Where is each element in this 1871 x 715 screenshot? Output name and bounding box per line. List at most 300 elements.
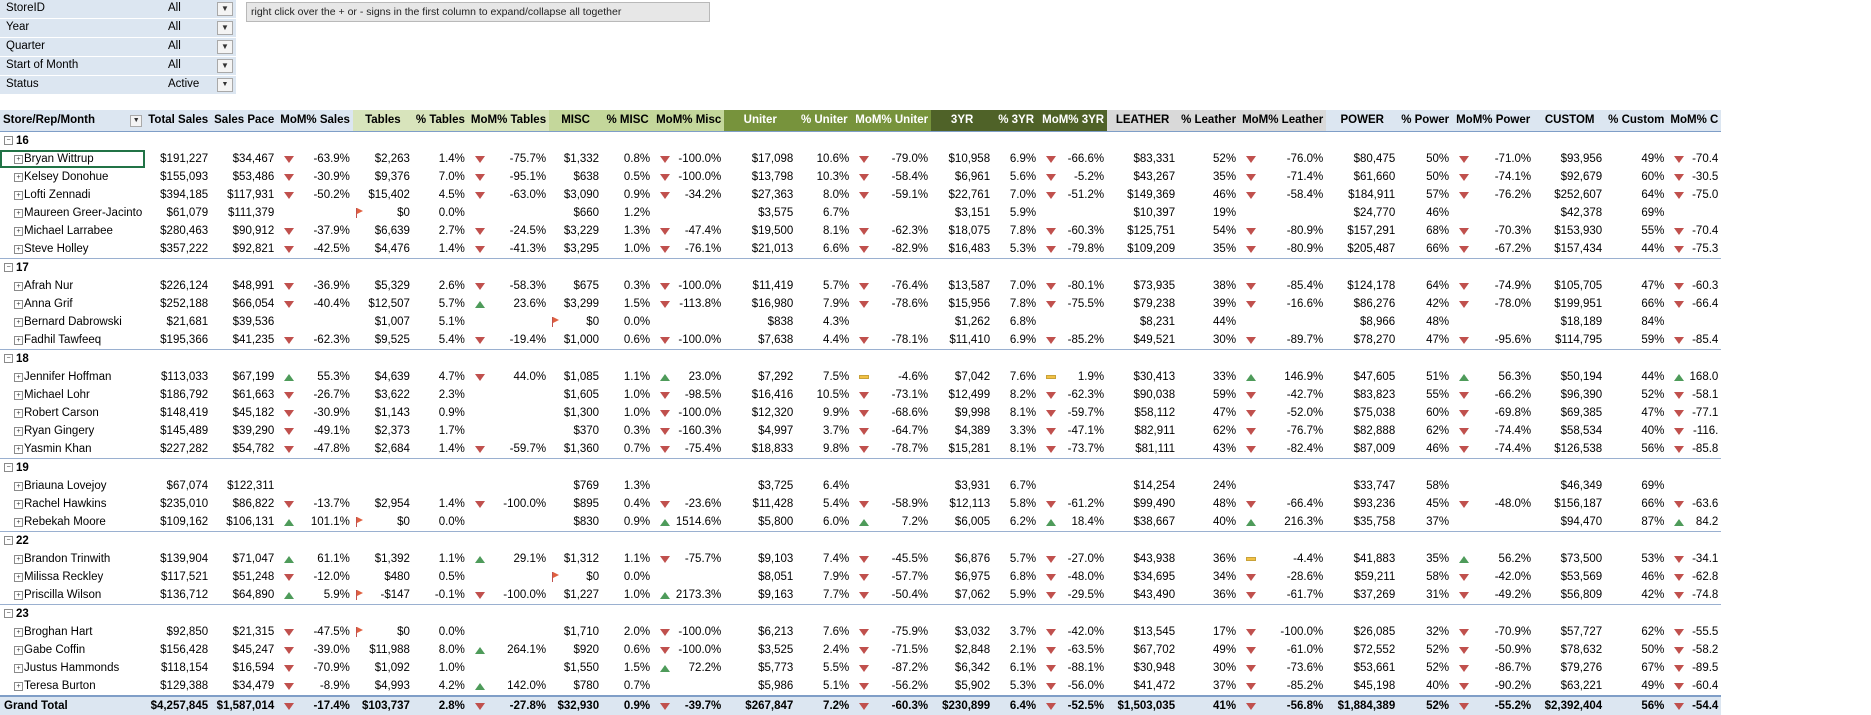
data-cell [468, 568, 549, 586]
data-cell [549, 277, 602, 295]
rep-row[interactable] [0, 404, 1721, 422]
store-group-row[interactable] [0, 132, 1721, 151]
flag-icon [356, 590, 364, 600]
cell-value: $35,758 [1354, 516, 1396, 528]
dropdown-arrow-icon[interactable]: ▼ [217, 21, 233, 35]
filter-storeid[interactable] [0, 0, 236, 19]
data-cell [145, 513, 211, 532]
rep-row[interactable] [0, 222, 1721, 240]
rep-row[interactable] [0, 641, 1721, 659]
down-arrow-icon [1046, 410, 1056, 417]
cell-value: 47% [1641, 407, 1664, 419]
data-cell [602, 641, 653, 659]
data-cell [1667, 204, 1721, 222]
data-cell [993, 368, 1039, 386]
collapse-icon[interactable]: − [4, 354, 13, 363]
cell-value: 36% [1213, 589, 1236, 601]
down-arrow-icon [1246, 592, 1256, 599]
store-id: 22 [16, 535, 29, 547]
cell-value: 47% [1426, 334, 1449, 346]
data-cell [1452, 586, 1534, 605]
rep-label[interactable] [0, 568, 145, 586]
data-cell [211, 404, 277, 422]
rep-label[interactable] [0, 168, 145, 186]
cell-value: 64% [1426, 280, 1449, 292]
rep-row[interactable] [0, 150, 1721, 168]
mom-value: -71.0% [1495, 151, 1531, 168]
cell-value: $3,622 [375, 389, 410, 401]
down-arrow-icon [1046, 629, 1056, 636]
cell-value: 4.5% [439, 189, 465, 201]
rep-label[interactable] [0, 368, 145, 386]
rep-row[interactable] [0, 331, 1721, 350]
data-cell [145, 568, 211, 586]
down-arrow-icon [1459, 246, 1469, 253]
expand-icon[interactable]: + [14, 373, 23, 382]
mom-value: 56.2% [1499, 551, 1532, 568]
cell-value: $129,388 [160, 680, 208, 692]
data-cell [1605, 513, 1667, 532]
data-cell [1326, 623, 1398, 641]
cell-value: $1,085 [564, 371, 599, 383]
rep-label[interactable] [0, 513, 145, 532]
filter-value[interactable]: Active [168, 78, 199, 90]
data-cell [211, 150, 277, 168]
store-group-row[interactable] [0, 459, 1721, 478]
rep-label[interactable] [0, 495, 145, 513]
mom-value: -58.3% [510, 278, 546, 295]
cell-value: $57,727 [1561, 626, 1603, 638]
data-cell [602, 331, 653, 350]
column-header-row-labels[interactable] [0, 110, 145, 132]
mom-value: -49.1% [313, 423, 349, 440]
dropdown-arrow-icon[interactable]: ▼ [217, 40, 233, 54]
down-arrow-icon [284, 428, 294, 435]
rep-label[interactable] [0, 295, 145, 313]
filter-year[interactable] [0, 19, 236, 38]
data-cell [1239, 222, 1326, 240]
total-cell [1398, 696, 1452, 715]
cell-value: 40% [1426, 680, 1449, 692]
cell-value: $156,187 [1554, 498, 1602, 510]
store-group-row[interactable] [0, 350, 1721, 369]
data-cell [852, 168, 931, 186]
cell-value: 34% [1213, 571, 1236, 583]
rep-row[interactable] [0, 277, 1721, 295]
data-cell [145, 677, 211, 696]
expand-icon[interactable]: + [14, 227, 23, 236]
cell-value: $92,679 [1561, 171, 1603, 183]
data-cell [602, 168, 653, 186]
mom-value: 5.9% [324, 587, 350, 604]
expand-icon[interactable]: + [14, 245, 23, 254]
filter-value[interactable]: All [168, 59, 181, 71]
cell-value: $7,638 [758, 334, 793, 346]
rep-label[interactable] [0, 586, 145, 605]
cell-value: 0.0% [439, 207, 465, 219]
data-cell [1534, 168, 1605, 186]
cell-value: $79,238 [1134, 298, 1176, 310]
store-label[interactable] [0, 532, 145, 551]
store-label[interactable] [0, 605, 145, 624]
down-arrow-icon [284, 301, 294, 308]
rep-label[interactable] [0, 477, 145, 495]
data-cell [353, 204, 413, 222]
data-cell [653, 623, 724, 641]
filter-value[interactable]: All [168, 40, 181, 52]
data-cell [1452, 495, 1534, 513]
data-cell [1398, 422, 1452, 440]
data-cell [1178, 295, 1239, 313]
cell-value: $139,904 [160, 553, 208, 565]
data-cell [468, 422, 549, 440]
expand-icon[interactable]: + [14, 409, 23, 418]
collapse-icon[interactable]: − [4, 136, 13, 145]
rep-label[interactable] [0, 386, 145, 404]
cell-value: $61,663 [233, 389, 275, 401]
expand-icon[interactable]: + [14, 445, 23, 454]
rep-row[interactable] [0, 422, 1721, 440]
data-cell [413, 477, 468, 495]
rep-row[interactable] [0, 168, 1721, 186]
expand-icon[interactable]: + [14, 209, 23, 218]
mom-value: -58.1 [1692, 387, 1718, 404]
rep-label[interactable] [0, 331, 145, 350]
total-cell [1667, 696, 1721, 715]
total-cell [1107, 696, 1178, 715]
data-cell [145, 495, 211, 513]
mom-value: -63.0% [510, 187, 546, 204]
filter-start-of-month[interactable] [0, 57, 236, 76]
store-label[interactable] [0, 259, 145, 278]
cell-value: $5,800 [758, 516, 793, 528]
data-cell [1605, 586, 1667, 605]
cell-value: 4.7% [439, 371, 465, 383]
data-cell [653, 422, 724, 440]
rep-label[interactable] [0, 240, 145, 259]
store-label[interactable] [0, 132, 145, 151]
flag-icon [552, 572, 560, 582]
rep-name: Justus Hammonds [14, 662, 119, 674]
data-cell [1326, 477, 1398, 495]
data-cell [277, 368, 353, 386]
cell-value: 7.4% [823, 553, 849, 565]
down-arrow-icon [660, 283, 670, 290]
data-cell [993, 313, 1039, 331]
cell-value: 5.7% [1010, 553, 1036, 565]
data-cell [1667, 168, 1721, 186]
expand-icon[interactable]: + [14, 155, 23, 164]
cell-value: $19,500 [752, 225, 794, 237]
store-group-row[interactable] [0, 605, 1721, 624]
data-cell [724, 313, 796, 331]
cell-value: 1.3% [624, 225, 650, 237]
down-arrow-icon [1046, 428, 1056, 435]
cell-value: 5.9% [1010, 589, 1036, 601]
expand-icon[interactable]: + [14, 173, 23, 182]
mom-value: -61.2% [1068, 496, 1104, 513]
data-cell [724, 677, 796, 696]
rep-row[interactable] [0, 677, 1721, 696]
expand-icon[interactable]: + [14, 682, 23, 691]
cell-value: $12,113 [949, 498, 990, 510]
data-cell [724, 623, 796, 641]
data-cell [602, 568, 653, 586]
data-cell [1178, 440, 1239, 459]
data-cell [931, 386, 993, 404]
cell-value: $186,792 [160, 389, 208, 401]
rep-name: Milissa Reckley [14, 571, 103, 583]
rep-row[interactable] [0, 368, 1721, 386]
mom-value: -70.9% [1495, 624, 1531, 641]
rep-row[interactable] [0, 586, 1721, 605]
rep-label[interactable] [0, 186, 145, 204]
rep-label[interactable] [0, 222, 145, 240]
cell-value: $227,282 [160, 443, 208, 455]
data-cell [1326, 313, 1398, 331]
data-cell [1605, 422, 1667, 440]
flag-icon [356, 627, 364, 637]
data-cell [993, 568, 1039, 586]
mom-value: -39.0% [313, 642, 349, 659]
cell-value: $58,112 [1134, 407, 1175, 419]
cell-value: 0.7% [624, 680, 650, 692]
down-arrow-icon [859, 556, 869, 563]
down-arrow-icon [475, 174, 485, 181]
data-cell [277, 477, 353, 495]
store-label[interactable] [0, 459, 145, 478]
rep-label[interactable] [0, 641, 145, 659]
data-cell [468, 150, 549, 168]
filter-value[interactable]: All [168, 21, 181, 33]
rep-label[interactable] [0, 404, 145, 422]
rep-row[interactable] [0, 477, 1721, 495]
data-cell [1452, 422, 1534, 440]
expand-icon[interactable]: + [14, 300, 23, 309]
filter-value[interactable]: All [168, 2, 181, 14]
expand-icon[interactable]: + [14, 500, 23, 509]
rep-row[interactable] [0, 550, 1721, 568]
data-cell [353, 168, 413, 186]
cell-value: 64% [1641, 189, 1664, 201]
expand-icon[interactable]: + [14, 628, 23, 637]
rep-row[interactable] [0, 440, 1721, 459]
mom-value: -60.4 [1692, 678, 1718, 695]
up-arrow-icon [475, 556, 485, 563]
collapse-icon[interactable]: − [4, 463, 13, 472]
data-cell [549, 659, 602, 677]
data-cell [211, 586, 277, 605]
rep-label[interactable] [0, 313, 145, 331]
down-arrow-icon [1674, 428, 1684, 435]
mom-value: -76.7% [1287, 423, 1323, 440]
rep-row[interactable] [0, 295, 1721, 313]
cell-value: $53,661 [1354, 662, 1396, 674]
data-cell [602, 659, 653, 677]
expand-icon[interactable]: + [14, 391, 23, 400]
down-arrow-icon [660, 556, 670, 563]
data-cell [1534, 204, 1605, 222]
expand-icon[interactable]: + [14, 336, 23, 345]
column-header: MoM% C [1667, 110, 1721, 132]
rep-row[interactable] [0, 568, 1721, 586]
expand-icon[interactable]: + [14, 646, 23, 655]
total-cell [1534, 696, 1605, 715]
data-cell [653, 277, 724, 295]
down-arrow-icon [859, 446, 869, 453]
data-cell [602, 440, 653, 459]
expand-icon[interactable]: + [14, 482, 23, 491]
expand-icon[interactable]: + [14, 518, 23, 527]
rep-label[interactable] [0, 277, 145, 295]
data-cell [211, 368, 277, 386]
data-cell [1326, 150, 1398, 168]
data-cell [549, 422, 602, 440]
rep-label[interactable] [0, 550, 145, 568]
store-group-row[interactable] [0, 259, 1721, 278]
dropdown-arrow-icon[interactable]: ▼ [217, 59, 233, 73]
rep-row[interactable] [0, 495, 1721, 513]
mom-value: -29.5% [1068, 587, 1104, 604]
cell-value: $1,227 [564, 589, 599, 601]
cell-value: $53,486 [233, 171, 275, 183]
expand-icon[interactable]: + [14, 282, 23, 291]
rep-row[interactable] [0, 313, 1721, 331]
down-arrow-icon [1674, 246, 1684, 253]
data-cell [602, 495, 653, 513]
rep-row[interactable] [0, 186, 1721, 204]
rep-label[interactable] [0, 422, 145, 440]
up-arrow-icon [475, 647, 485, 654]
rep-row[interactable] [0, 513, 1721, 532]
down-arrow-icon [284, 501, 294, 508]
cell-value: $26,085 [1354, 626, 1396, 638]
data-cell [468, 168, 549, 186]
rep-label[interactable] [0, 659, 145, 677]
total-cell [1239, 696, 1326, 715]
data-cell [653, 313, 724, 331]
filter-quarter[interactable] [0, 38, 236, 57]
data-cell [413, 313, 468, 331]
data-cell [1326, 440, 1398, 459]
data-cell [931, 440, 993, 459]
down-arrow-icon [660, 156, 670, 163]
expand-icon[interactable]: + [14, 427, 23, 436]
data-cell [211, 477, 277, 495]
rep-row[interactable] [0, 623, 1721, 641]
cell-value: $6,342 [955, 662, 990, 674]
data-cell [653, 586, 724, 605]
dropdown-arrow-icon[interactable]: ▼ [217, 2, 233, 16]
expand-icon[interactable]: + [14, 591, 23, 600]
down-arrow-icon [1459, 592, 1469, 599]
cell-value: $87,009 [1354, 443, 1396, 455]
collapse-icon[interactable]: − [4, 609, 13, 618]
mom-value: -54.4 [1692, 698, 1718, 715]
data-cell [852, 368, 931, 386]
rep-label[interactable] [0, 150, 145, 168]
expand-icon[interactable]: + [14, 664, 23, 673]
store-group-row[interactable] [0, 532, 1721, 551]
cell-value: 62% [1426, 425, 1449, 437]
data-cell [602, 513, 653, 532]
expand-icon[interactable]: + [14, 555, 23, 564]
down-arrow-icon [284, 392, 294, 399]
mom-value: -100.0% [678, 332, 721, 349]
data-cell [653, 677, 724, 696]
cell-value: 9.9% [823, 407, 849, 419]
collapse-icon[interactable]: − [4, 263, 13, 272]
data-cell [353, 313, 413, 331]
data-cell [653, 222, 724, 240]
down-arrow-icon [1674, 647, 1684, 654]
data-cell [724, 568, 796, 586]
cell-value: $111,379 [228, 207, 274, 219]
rep-row[interactable] [0, 659, 1721, 677]
expand-icon[interactable]: + [14, 191, 23, 200]
flat-indicator-icon [1246, 557, 1256, 561]
data-cell [1667, 422, 1721, 440]
rep-label[interactable] [0, 623, 145, 641]
data-cell [1039, 204, 1107, 222]
data-cell [1239, 313, 1326, 331]
rep-row[interactable] [0, 240, 1721, 259]
data-cell [1239, 295, 1326, 313]
data-cell [1534, 150, 1605, 168]
mom-value: -42.0% [1495, 569, 1531, 586]
rep-label[interactable] [0, 677, 145, 696]
rep-name: Fadhil Tawfeeq [14, 334, 101, 346]
data-cell [353, 386, 413, 404]
up-arrow-icon [1459, 556, 1469, 563]
data-cell [549, 150, 602, 168]
rep-row[interactable] [0, 386, 1721, 404]
filter-applied-icon[interactable]: ▼ [217, 78, 233, 92]
data-cell [1398, 440, 1452, 459]
cell-value: 37% [1213, 680, 1236, 692]
store-label[interactable] [0, 350, 145, 369]
cell-value: $6,213 [758, 626, 793, 638]
mom-value: -47.8% [313, 441, 349, 458]
cell-value: 1.0% [624, 389, 650, 401]
rep-label[interactable] [0, 440, 145, 459]
mom-value: -89.5 [1692, 660, 1718, 677]
mom-value: 168.0 [1690, 369, 1719, 386]
data-cell [549, 386, 602, 404]
expand-icon[interactable]: + [14, 573, 23, 582]
data-cell [1178, 641, 1239, 659]
column-header: % Tables [413, 110, 468, 132]
expand-icon[interactable]: + [14, 318, 23, 327]
data-cell [1605, 386, 1667, 404]
mom-value: -73.7% [1068, 441, 1104, 458]
rep-label[interactable] [0, 204, 145, 222]
data-cell [993, 422, 1039, 440]
data-cell [468, 222, 549, 240]
cell-value: $638 [574, 171, 600, 183]
data-cell [277, 641, 353, 659]
rep-row[interactable] [0, 204, 1721, 222]
flag-icon [356, 517, 364, 527]
collapse-icon[interactable]: − [4, 536, 13, 545]
mom-value: -77.1 [1692, 405, 1718, 422]
dropdown-arrow-icon[interactable]: ▼ [130, 115, 142, 127]
filter-status[interactable] [0, 76, 236, 95]
mom-value: -87.2% [892, 660, 928, 677]
data-cell [931, 586, 993, 605]
data-cell [1605, 568, 1667, 586]
mom-value: -51.2% [1068, 187, 1104, 204]
